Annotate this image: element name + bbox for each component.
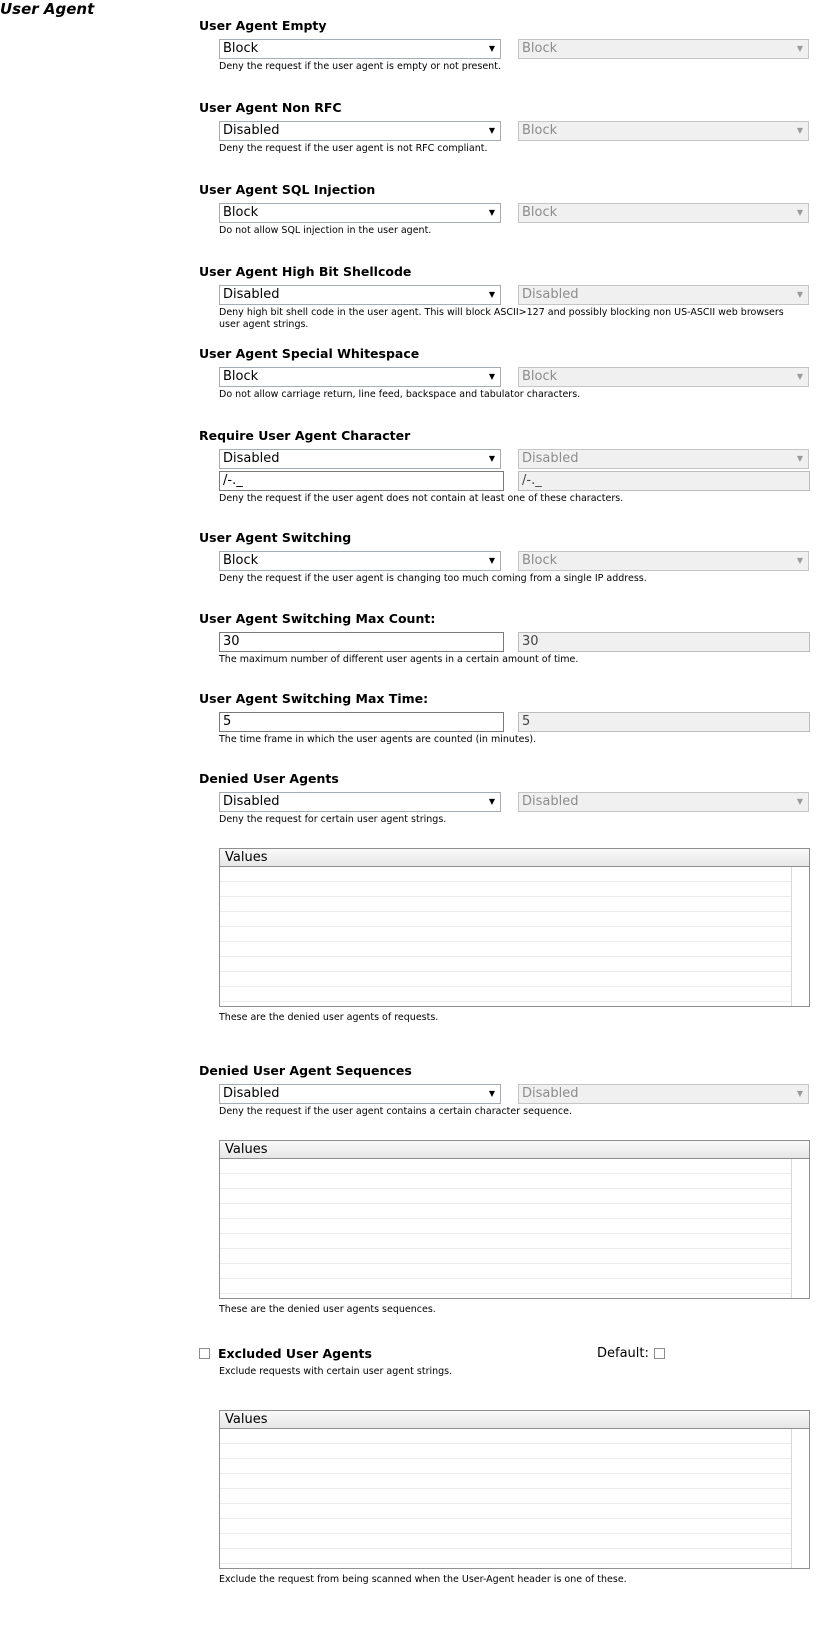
grid-body[interactable] bbox=[220, 1429, 792, 1568]
section-excluded-user-agents bbox=[199, 1346, 809, 1596]
dropdown-arrow-icon: ▼ bbox=[488, 44, 496, 53]
dropdown-arrow-icon: ▼ bbox=[796, 797, 804, 806]
grid-body[interactable] bbox=[220, 867, 792, 1006]
grid-body[interactable] bbox=[220, 1159, 792, 1298]
section-title: User Agent High Bit Shellcode bbox=[199, 264, 412, 279]
page-title: User Agent bbox=[0, 0, 95, 18]
help-text: Deny the request if the user agent does not contain at least one of these characters. bbox=[219, 493, 624, 504]
section-title: Denied User Agent Sequences bbox=[199, 1063, 412, 1078]
switching-max-count-default: 30 bbox=[518, 632, 810, 652]
section-title: User Agent Switching bbox=[199, 530, 352, 545]
user-agent-empty-default-select: Block ▼ bbox=[518, 39, 809, 59]
switching-max-time-input[interactable]: 5 bbox=[219, 712, 504, 732]
dropdown-arrow-icon: ▼ bbox=[796, 1089, 804, 1098]
help-text: Deny high bit shell code in the user agent. This will block ASCII>127 and possibly blocking non US-ASCII web browsers user agent strings. bbox=[219, 307, 784, 330]
dropdown-arrow-icon: ▼ bbox=[488, 372, 496, 381]
help-text: Deny the request for certain user agent strings. bbox=[219, 814, 447, 825]
dropdown-arrow-icon: ▼ bbox=[796, 126, 804, 135]
section-require-user-agent-character bbox=[199, 428, 809, 508]
section-title: User Agent Switching Max Count: bbox=[199, 611, 436, 626]
grid-header-corner bbox=[790, 1411, 809, 1429]
dropdown-arrow-icon: ▼ bbox=[488, 208, 496, 217]
dropdown-arrow-icon: ▼ bbox=[796, 556, 804, 565]
user-agent-switching-default-select: Block ▼ bbox=[518, 551, 809, 571]
section-user-agent-switching bbox=[199, 530, 809, 590]
grid-header-values[interactable]: Values bbox=[220, 1411, 791, 1429]
section-user-agent-special-whitespace bbox=[199, 346, 809, 406]
dropdown-arrow-icon: ▼ bbox=[488, 454, 496, 463]
denied-user-agents-select[interactable]: Disabled ▼ bbox=[219, 792, 501, 812]
help-text: Deny the request if the user agent contains a certain character sequence. bbox=[219, 1106, 572, 1117]
grid-header-corner bbox=[790, 849, 809, 867]
excluded-default-checkbox[interactable] bbox=[654, 1348, 665, 1359]
dropdown-arrow-icon: ▼ bbox=[796, 44, 804, 53]
require-character-chars-input[interactable]: /-._ bbox=[219, 471, 504, 491]
dropdown-arrow-icon: ▼ bbox=[488, 1089, 496, 1098]
dropdown-arrow-icon: ▼ bbox=[488, 290, 496, 299]
section-user-agent-non-rfc bbox=[199, 100, 809, 160]
section-title: User Agent SQL Injection bbox=[199, 182, 376, 197]
grid-help-text: These are the denied user agents of requests. bbox=[219, 1012, 439, 1023]
section-switching-max-count bbox=[199, 611, 809, 671]
help-text: Exclude requests with certain user agent strings. bbox=[219, 1366, 453, 1377]
help-text: The time frame in which the user agents are counted (in minutes). bbox=[219, 734, 537, 745]
help-text: Deny the request if the user agent is changing too much coming from a single IP address. bbox=[219, 573, 647, 584]
denied-sequences-select[interactable]: Disabled ▼ bbox=[219, 1084, 501, 1104]
dropdown-arrow-icon: ▼ bbox=[488, 126, 496, 135]
default-label: Default: bbox=[597, 1346, 649, 1361]
user-agent-whitespace-default-select: Block ▼ bbox=[518, 367, 809, 387]
section-switching-max-time bbox=[199, 691, 809, 751]
grid-help-text: Exclude the request from being scanned when the User-Agent header is one of these. bbox=[219, 1574, 627, 1585]
require-character-chars-default: /-._ bbox=[518, 471, 810, 491]
section-denied-user-agent-sequences bbox=[199, 1063, 809, 1323]
dropdown-arrow-icon: ▼ bbox=[796, 454, 804, 463]
excluded-user-agents-checkbox[interactable] bbox=[199, 1348, 210, 1359]
denied-sequences-default-select: Disabled ▼ bbox=[518, 1084, 809, 1104]
switching-max-count-input[interactable]: 30 bbox=[219, 632, 504, 652]
section-title: User Agent Non RFC bbox=[199, 100, 342, 115]
dropdown-arrow-icon: ▼ bbox=[488, 556, 496, 565]
grid-header-values[interactable]: Values bbox=[220, 849, 791, 867]
grid-help-text: These are the denied user agents sequences. bbox=[219, 1304, 436, 1315]
dropdown-arrow-icon: ▼ bbox=[488, 797, 496, 806]
user-agent-switching-select[interactable]: Block ▼ bbox=[219, 551, 501, 571]
grid-header-values[interactable]: Values bbox=[220, 1141, 791, 1159]
require-character-default-select: Disabled ▼ bbox=[518, 449, 809, 469]
switching-max-time-default: 5 bbox=[518, 712, 810, 732]
grid-header-corner bbox=[790, 1141, 809, 1159]
section-user-agent-high-bit-shellcode bbox=[199, 264, 809, 334]
user-agent-high-bit-default-select: Disabled ▼ bbox=[518, 285, 809, 305]
section-title: Require User Agent Character bbox=[199, 428, 411, 443]
section-user-agent-sql-injection bbox=[199, 182, 809, 242]
denied-sequences-grid[interactable] bbox=[219, 1140, 810, 1299]
require-character-select[interactable]: Disabled ▼ bbox=[219, 449, 501, 469]
denied-user-agents-grid[interactable] bbox=[219, 848, 810, 1007]
user-agent-high-bit-select[interactable]: Disabled ▼ bbox=[219, 285, 501, 305]
section-user-agent-empty bbox=[199, 18, 809, 78]
dropdown-arrow-icon: ▼ bbox=[796, 208, 804, 217]
dropdown-arrow-icon: ▼ bbox=[796, 290, 804, 299]
user-agent-whitespace-select[interactable]: Block ▼ bbox=[219, 367, 501, 387]
help-text: Do not allow carriage return, line feed, backspace and tabulator characters. bbox=[219, 389, 581, 400]
section-denied-user-agents bbox=[199, 771, 809, 1031]
help-text: Do not allow SQL injection in the user agent. bbox=[219, 225, 432, 236]
help-text: Deny the request if the user agent is not RFC compliant. bbox=[219, 143, 488, 154]
user-agent-non-rfc-default-select: Block ▼ bbox=[518, 121, 809, 141]
section-title: User Agent Special Whitespace bbox=[199, 346, 420, 361]
section-title: Denied User Agents bbox=[199, 771, 339, 786]
denied-user-agents-default-select: Disabled ▼ bbox=[518, 792, 809, 812]
help-text: Deny the request if the user agent is empty or not present. bbox=[219, 61, 501, 72]
section-title: User Agent Switching Max Time: bbox=[199, 691, 429, 706]
user-agent-non-rfc-select[interactable]: Disabled ▼ bbox=[219, 121, 501, 141]
user-agent-empty-select[interactable]: Block ▼ bbox=[219, 39, 501, 59]
help-text: The maximum number of different user agents in a certain amount of time. bbox=[219, 654, 579, 665]
section-title: Excluded User Agents bbox=[218, 1346, 372, 1361]
user-agent-sql-injection-select[interactable]: Block ▼ bbox=[219, 203, 501, 223]
user-agent-sql-injection-default-select: Block ▼ bbox=[518, 203, 809, 223]
excluded-user-agents-grid[interactable] bbox=[219, 1410, 810, 1569]
section-title: User Agent Empty bbox=[199, 18, 327, 33]
dropdown-arrow-icon: ▼ bbox=[796, 372, 804, 381]
